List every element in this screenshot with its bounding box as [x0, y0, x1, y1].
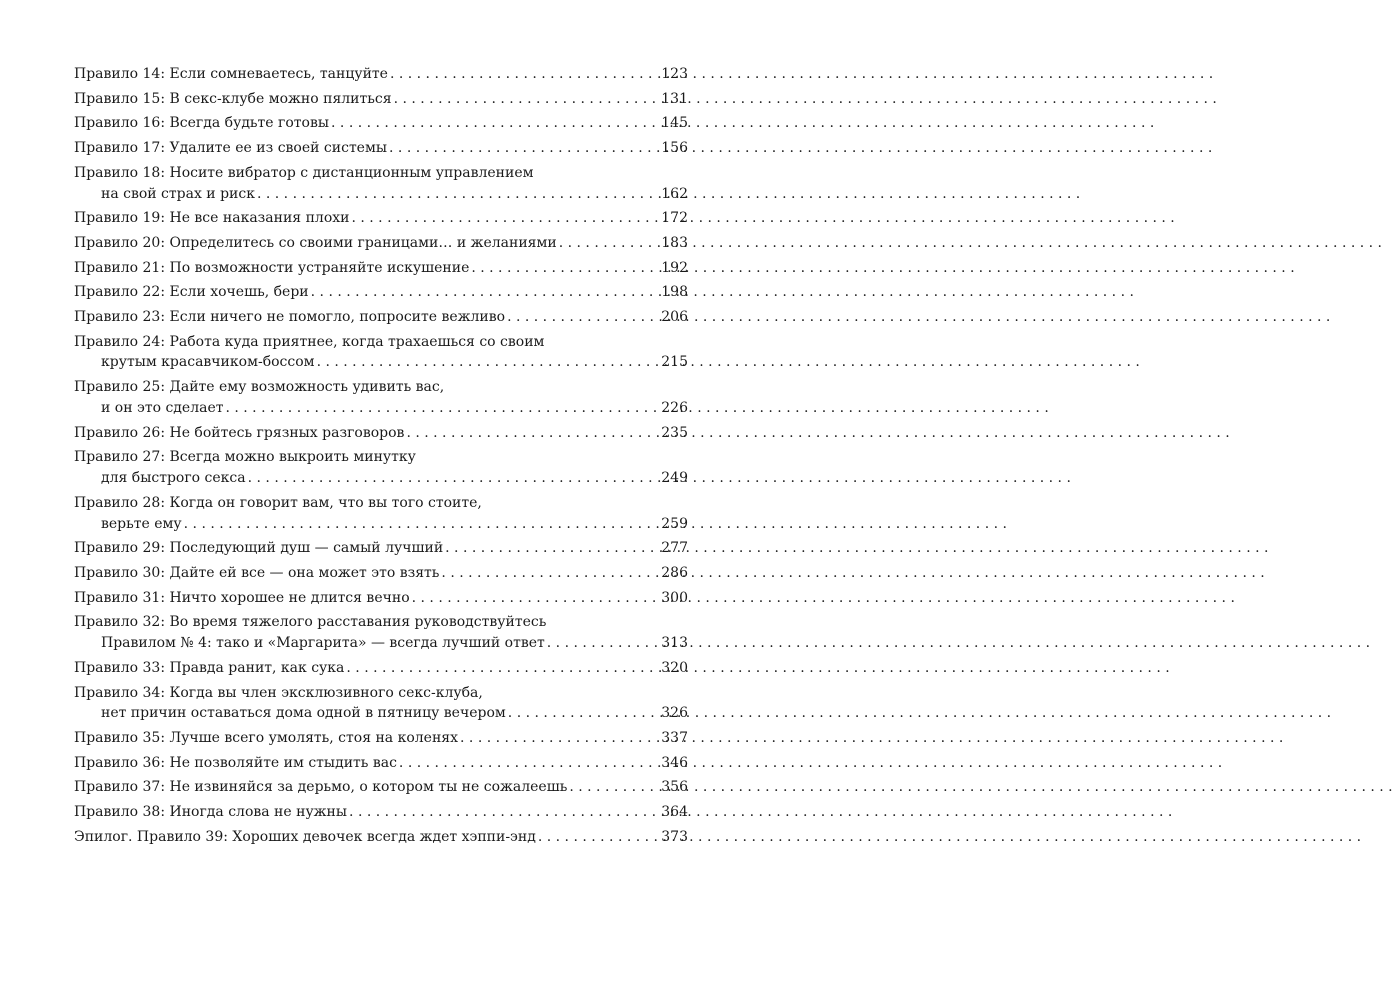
toc-entry[interactable] — [74, 447, 688, 489]
toc-entry-title-line — [74, 233, 688, 254]
toc-entry[interactable] — [74, 728, 688, 749]
dot-leader — [412, 588, 658, 609]
toc-entry-page-number: 286 — [661, 564, 688, 581]
toc-entry-text: и он это сделает — [101, 399, 224, 416]
dot-leader — [331, 113, 658, 134]
toc-entry-page-number: 226 — [661, 399, 688, 416]
toc-entry-page-number: 145 — [661, 115, 688, 132]
toc-entry-text: Правило 33: Правда ранит, как сука — [74, 659, 345, 676]
toc-entry[interactable] — [74, 658, 688, 679]
toc-entry[interactable] — [74, 138, 688, 159]
toc-entry-text: нет причин оставаться дома одной в пятницу вечером — [101, 705, 506, 722]
dot-leader — [184, 514, 658, 535]
toc-entry-continuation-line — [74, 184, 688, 205]
toc-entry-text: Правило 15: В секс-клубе можно пялиться — [74, 90, 392, 107]
toc-entry-title-line — [74, 423, 688, 444]
toc-entry-text: Правило 34: Когда вы член эксклюзивного секс-клуба, — [74, 684, 483, 701]
dot-leader — [257, 184, 658, 205]
toc-entry-title-line — [74, 377, 688, 398]
dot-leader — [311, 282, 658, 303]
toc-entry-text: для быстрого секса — [101, 470, 246, 487]
dot-leader — [508, 703, 658, 724]
toc-entry-text: Правило 20: Определитесь со своими границами… и желаниями — [74, 234, 557, 251]
toc-entry-title-line — [74, 538, 688, 559]
toc-entry[interactable] — [74, 233, 688, 254]
toc-entry[interactable] — [74, 282, 688, 303]
toc-entry-text: Эпилог. Правило 39: Хороших девочек всегда ждет хэппи-энд — [74, 828, 536, 845]
dot-leader — [406, 423, 658, 444]
dot-leader — [349, 802, 658, 823]
toc-entry-title-line — [74, 138, 688, 159]
toc-entry-text: Правило 22: Если хочешь, бери — [74, 284, 309, 301]
toc-entry-page-number: 300 — [661, 589, 688, 606]
dot-leader — [441, 563, 658, 584]
toc-entry-title-line — [74, 493, 688, 514]
toc-entry-text: Правило 19: Не все наказания плохи — [74, 210, 350, 227]
toc-entry[interactable] — [74, 493, 688, 535]
toc-entry[interactable] — [74, 588, 688, 609]
toc-entry-title-line — [74, 332, 688, 353]
toc-entry-title-line — [74, 447, 688, 468]
toc-entry-page-number: 313 — [661, 635, 688, 652]
toc-entry-text: Правило 26: Не бойтесь грязных разговоров — [74, 424, 405, 441]
toc-entry-title-line — [74, 612, 688, 633]
toc-entry-title-line — [74, 588, 688, 609]
dot-leader — [547, 633, 658, 654]
dot-leader — [399, 753, 658, 774]
toc-entry-text: Правило 14: Если сомневаетесь, танцуйте — [74, 66, 388, 82]
dot-leader — [248, 468, 658, 489]
toc-entry[interactable] — [74, 683, 688, 725]
toc-entry-title-line — [74, 307, 688, 328]
toc-entry-title-line — [74, 163, 688, 184]
toc-entry-page-number: 337 — [661, 730, 688, 747]
toc-entry-title-line — [74, 258, 688, 279]
toc-entry-text: Правило 35: Лучше всего умолять, стоя на коленях — [74, 730, 459, 747]
toc-entry-title-line — [74, 658, 688, 679]
dot-leader — [471, 258, 658, 279]
toc-entry[interactable] — [74, 208, 688, 229]
dot-leader — [559, 233, 658, 254]
toc-entry-continuation-line — [74, 468, 688, 489]
toc-entry-title-line — [74, 113, 688, 134]
toc-entry-title-line — [74, 827, 688, 848]
toc-entry[interactable] — [74, 377, 688, 419]
toc-entry-text: Правило 21: По возможности устраняйте искушение — [74, 259, 470, 276]
toc-entry-text: Правило 24: Работа куда приятнее, когда трахаешься со своим — [74, 333, 545, 350]
dot-leader — [445, 538, 658, 559]
toc-entry-page-number: 123 — [661, 66, 688, 82]
toc-entry-title-line — [74, 208, 688, 229]
dot-leader — [538, 827, 658, 848]
toc-entry[interactable] — [74, 538, 688, 559]
toc-entry-page-number: 131 — [661, 90, 688, 107]
toc-entry-page-number: 156 — [661, 140, 688, 157]
toc-entry-text: верьте ему — [101, 515, 182, 532]
toc-entry-continuation-line — [74, 703, 688, 724]
toc-entry[interactable] — [74, 64, 688, 85]
toc-entry[interactable] — [74, 777, 688, 798]
toc-entry[interactable] — [74, 827, 688, 848]
toc-entry-page-number: 198 — [661, 284, 688, 301]
toc-entry-page-number: 326 — [661, 705, 688, 722]
toc-entry-page-number: 172 — [661, 210, 688, 227]
toc-entry-continuation-line — [74, 633, 688, 654]
toc-entry-title-line — [74, 563, 688, 584]
toc-entry-page-number: 356 — [661, 779, 688, 796]
toc-entry-page-number: 277 — [661, 540, 688, 557]
toc-entry-text: Правило 37: Не извиняйся за дерьмо, о котором ты не сожалеешь — [74, 779, 568, 796]
toc-entry-text: Правило 30: Дайте ей все — она может это взять — [74, 564, 440, 581]
dot-leader — [346, 658, 658, 679]
dot-leader — [569, 777, 658, 798]
toc-entry-page-number: 215 — [661, 354, 688, 371]
toc-entry[interactable] — [74, 89, 688, 110]
toc-entry-text: Правило 31: Ничто хорошее не длится вечно — [74, 589, 410, 606]
toc-entry-page-number: 192 — [661, 259, 688, 276]
toc-entry-continuation-line — [74, 514, 688, 535]
dot-leader — [507, 307, 658, 328]
toc-entry-title-line — [74, 777, 688, 798]
toc-entry[interactable] — [74, 113, 688, 134]
table-of-contents — [74, 64, 688, 851]
toc-entry-page-number: 320 — [661, 659, 688, 676]
toc-entry-text: на свой страх и риск — [101, 185, 255, 202]
toc-entry-text: Правило 36: Не позволяйте им стыдить вас — [74, 754, 397, 771]
toc-entry[interactable] — [74, 612, 688, 654]
toc-entry-title-line — [74, 282, 688, 303]
dot-leader — [225, 398, 658, 419]
toc-entry-text: Правило 17: Удалите ее из своей системы — [74, 140, 388, 157]
toc-entry-text: крутым красавчиком-боссом — [101, 354, 315, 371]
dot-leader — [394, 89, 658, 110]
toc-entry[interactable] — [74, 163, 688, 205]
toc-entry[interactable] — [74, 802, 688, 823]
toc-entry-text: Правило 18: Носите вибратор с дистанционным управлением — [74, 164, 534, 181]
toc-entry-text: Правило 23: Если ничего не помогло, попросите вежливо — [74, 308, 506, 325]
toc-entry-text: Правило 16: Всегда будьте готовы — [74, 115, 330, 132]
toc-entry[interactable] — [74, 563, 688, 584]
toc-entry-page-number: 364 — [661, 804, 688, 821]
toc-entry-continuation-line — [74, 352, 688, 373]
toc-entry-page-number: 259 — [661, 515, 688, 532]
toc-entry-page-number: 346 — [661, 754, 688, 771]
toc-entry-page-number: 249 — [661, 470, 688, 487]
dot-leader — [389, 138, 658, 159]
toc-entry-title-line — [74, 753, 688, 774]
dot-leader — [351, 208, 658, 229]
toc-entry[interactable] — [74, 307, 688, 328]
toc-entry[interactable] — [74, 423, 688, 444]
dot-leader — [390, 64, 658, 85]
toc-entry-page-number: 162 — [661, 185, 688, 202]
toc-entry-title-line — [74, 728, 688, 749]
toc-entry-title-line — [74, 89, 688, 110]
toc-entry-continuation-line — [74, 398, 688, 419]
toc-entry-title-line — [74, 802, 688, 823]
dot-leader — [317, 352, 658, 373]
toc-entry-page-number: 206 — [661, 308, 688, 325]
toc-entry-text: Правило 25: Дайте ему возможность удивить вас, — [74, 379, 445, 396]
toc-entry-text: Правило 29: Последующий душ — самый лучший — [74, 540, 444, 557]
toc-entry-page-number: 183 — [661, 234, 688, 251]
toc-entry-text: Правилом № 4: тако и «Маргарита» — всегда лучший ответ — [101, 635, 545, 652]
toc-entry[interactable] — [74, 753, 688, 774]
toc-entry-page-number: 373 — [661, 828, 688, 845]
toc-entry-text: Правило 28: Когда он говорит вам, что вы того стоите, — [74, 494, 482, 511]
toc-entry-text: Правило 38: Иногда слова не нужны — [74, 804, 348, 821]
toc-entry[interactable] — [74, 258, 688, 279]
dot-leader — [460, 728, 658, 749]
toc-entry[interactable] — [74, 332, 688, 374]
toc-entry-title-line — [74, 683, 688, 704]
toc-entry-page-number: 235 — [661, 424, 688, 441]
toc-entry-text: Правило 32: Во время тяжелого расставания руководствуйтесь — [74, 614, 547, 631]
toc-entry-text: Правило 27: Всегда можно выкроить минутку — [74, 449, 416, 466]
toc-entry-title-line — [74, 64, 688, 85]
